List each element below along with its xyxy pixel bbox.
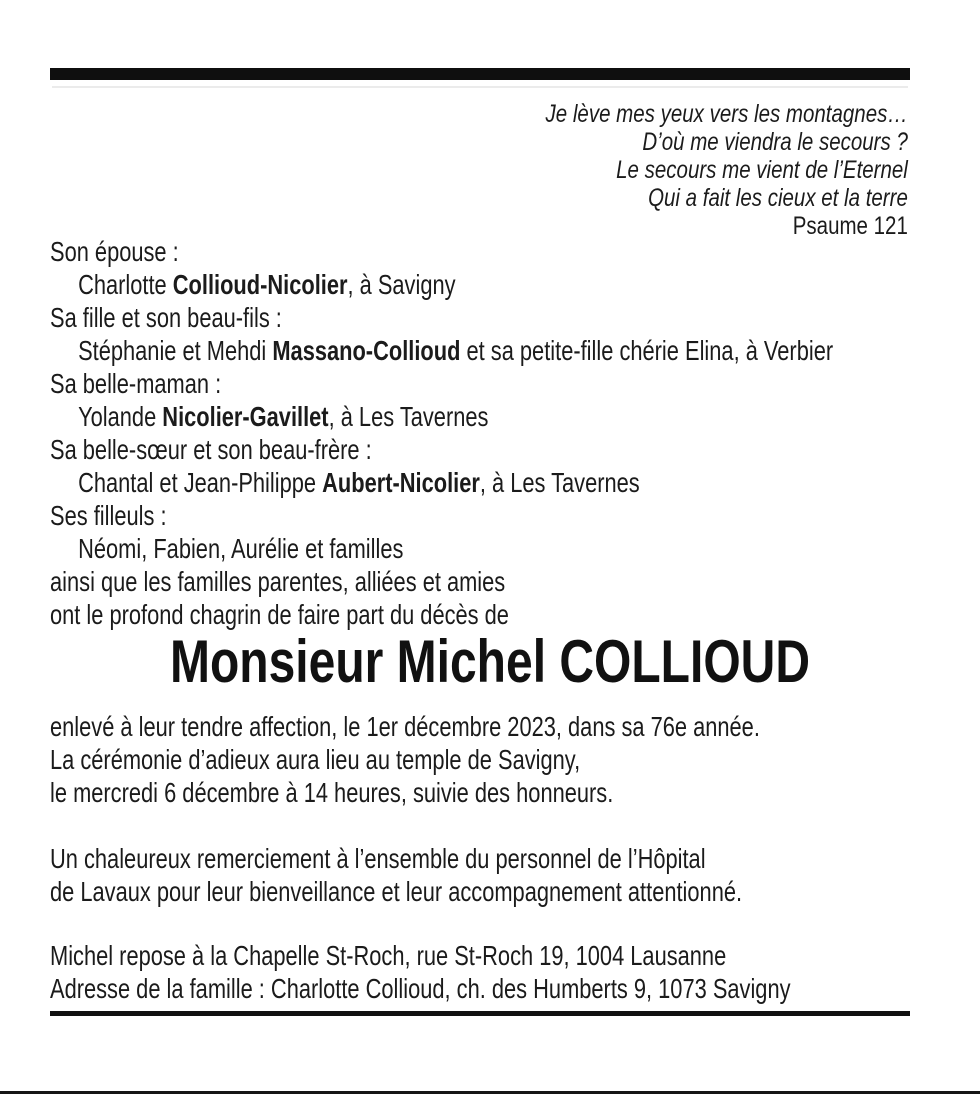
family-list [50,235,833,631]
announcement-paragraph [50,710,760,809]
deceased-name-title: Monsieur Michel COLLIOUD [169,628,811,695]
family-name-bold: Nicolier-Gavillet [162,401,329,432]
page-bottom-edge [0,1091,980,1094]
psalm-line: Qui a fait les cieux et la terre [648,184,908,212]
thanks-line: de Lavaux pour leur bienveillance et leur accompagnement attentionné. [50,876,743,907]
thanks-line: Un chaleureux remerciement à l’ensemble du personnel de l’Hôpital [50,843,706,874]
family-entry-text: , à Les Tavernes [328,401,489,432]
top-divider-shadow [52,86,908,88]
family-label: Son épouse : [50,236,179,267]
top-divider-bar [50,68,910,80]
family-label: Sa belle-maman : [50,368,222,399]
repose-paragraph [50,939,791,1005]
family-entry-text: Charlotte [78,269,173,300]
family-entry-text: , à Les Tavernes [479,467,640,498]
family-entry [50,268,833,301]
thanks-paragraph [50,842,742,908]
family-name-bold: Massano-Collioud [272,335,461,366]
psalm-line: Je lève mes yeux vers les montagnes… [545,100,908,128]
family-entry-text: , à Savigny [347,269,456,300]
announcement-line: enlevé à leur tendre affection, le 1er décembre 2023, dans sa 76e année. [50,711,760,742]
announcement-line: La cérémonie d’adieux aura lieu au temple de Savigny, [50,744,581,775]
repose-line: Adresse de la famille : Charlotte Collioud, ch. des Humberts 9, 1073 Savigny [50,973,791,1004]
bottom-divider-bar [50,1011,910,1016]
family-name-bold: Aubert-Nicolier [322,467,480,498]
closing-line: ainsi que les familles parentes, alliées et amies [50,566,506,597]
psalm-attribution: Psaume 121 [792,212,908,240]
family-name-bold: Collioud-Nicolier [172,269,348,300]
family-entry [50,532,833,565]
family-entry-text: Chantal et Jean-Philippe [78,467,323,498]
closing-line: ont le profond chagrin de faire part du décès de [50,599,509,630]
family-label: Ses filleuls : [50,500,167,531]
psalm-line: D’où me viendra le secours ? [642,128,908,156]
repose-line: Michel repose à la Chapelle St-Roch, rue St-Roch 19, 1004 Lausanne [50,940,727,971]
family-entry-text: Yolande [78,401,163,432]
family-entry-text: Néomi, Fabien, Aurélie et familles [78,533,404,564]
family-label: Sa fille et son beau-fils : [50,302,282,333]
family-entry-text: et sa petite-fille chérie Elina, à Verbier [460,335,834,366]
announcement-line: le mercredi 6 décembre à 14 heures, suivie des honneurs. [50,777,614,808]
psalm-quote [546,100,908,240]
family-entry [50,400,833,433]
family-entry [50,466,833,499]
psalm-line: Le secours me vient de l’Eternel [616,156,908,184]
family-label: Sa belle-sœur et son beau-frère : [50,434,372,465]
family-entry [50,334,833,367]
family-entry-text: Stéphanie et Mehdi [78,335,273,366]
